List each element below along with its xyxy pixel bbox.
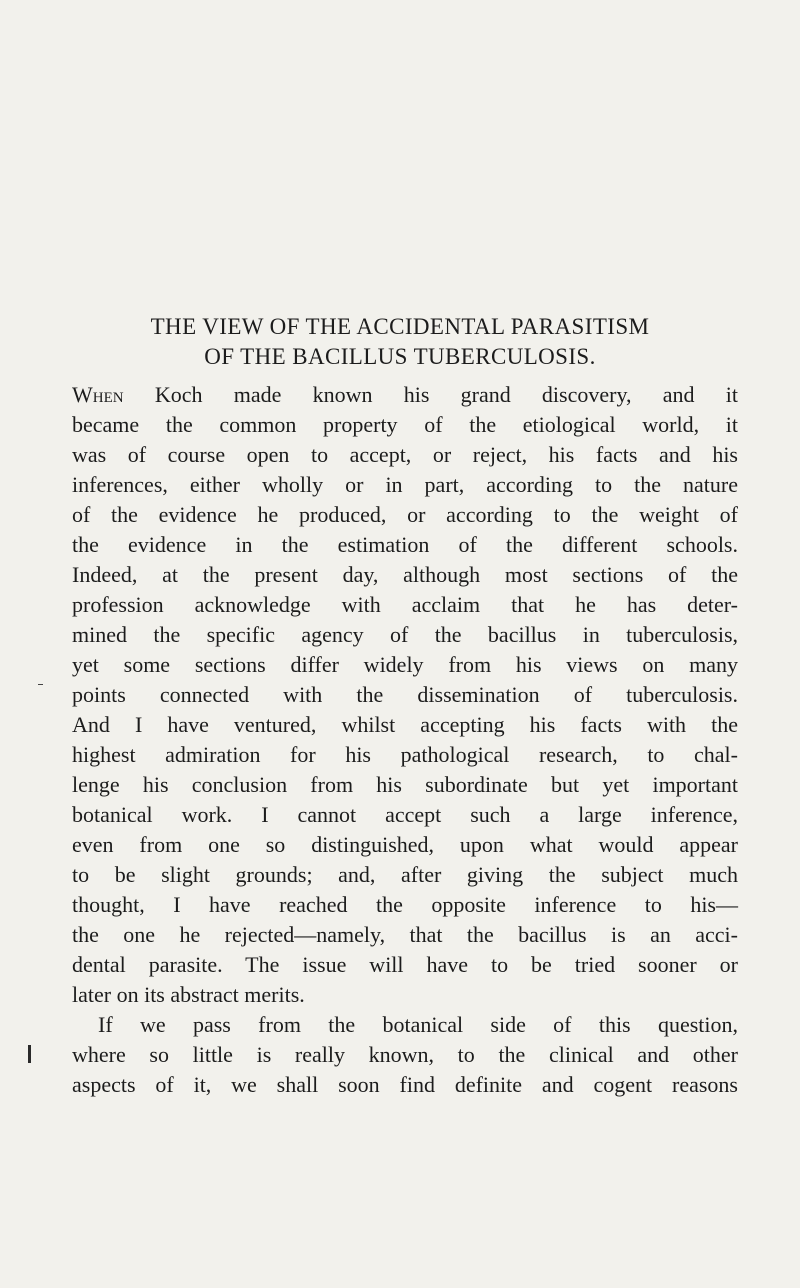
body-line-1-text: Koch made known his grand discovery, and it: [123, 382, 738, 407]
body-line-9: mined the specific agency of the bacillus in tuberculosis,: [72, 622, 738, 647]
body-line-21: later on its abstract merits.: [72, 982, 305, 1007]
body-line-22: If we pass from the botanical side of this question,: [98, 1012, 738, 1037]
chapter-title-line-2: OF THE BACILLUS TUBERCULOSIS.: [204, 344, 596, 369]
body-line-11: points connected with the dissemination of tuberculosis.: [72, 682, 738, 707]
body-line-2: became the common property of the etiological world, it: [72, 412, 738, 437]
body-line-7: Indeed, at the present day, although most sections of the: [72, 562, 738, 587]
body-line-8: profession acknowledge with acclaim that he has deter-: [72, 592, 738, 617]
body-line-20: dental parasite. The issue will have to be tried sooner or: [72, 952, 738, 977]
body-line-13: highest admiration for his pathological research, to chal-: [72, 742, 738, 767]
body-line-16: even from one so distinguished, upon what would appear: [72, 832, 738, 857]
body-line-4: inferences, either wholly or in part, according to the nature: [72, 472, 738, 497]
body-line-5: of the evidence he produced, or according to the weight of: [72, 502, 738, 527]
body-line-3: was of course open to accept, or reject, his facts and his: [72, 442, 738, 467]
body-line-12: And I have ventured, whilst accepting his facts with the: [72, 712, 738, 737]
body-line-24: aspects of it, we shall soon find definite and cogent reasons: [72, 1072, 738, 1097]
margin-tick-mark: [38, 684, 43, 685]
margin-edge-mark: [28, 1045, 31, 1063]
body-line-18: thought, I have reached the opposite inference to his—: [72, 892, 738, 917]
body-line-14: lenge his conclusion from his subordinate but yet important: [72, 772, 738, 797]
body-line-6: the evidence in the estimation of the different schools.: [72, 532, 738, 557]
body-line-15: botanical work. I cannot accept such a large inference,: [72, 802, 738, 827]
chapter-title-line-1: THE VIEW OF THE ACCIDENTAL PARASITISM: [150, 314, 650, 339]
body-line-10: yet some sections differ widely from his views on many: [72, 652, 738, 677]
body-line-1: [72, 380, 738, 410]
body-line-19: the one he rejected—namely, that the bacillus is an acci-: [72, 922, 738, 947]
opening-word: When: [72, 382, 124, 407]
body-line-17: to be slight grounds; and, after giving the subject much: [72, 862, 738, 887]
body-line-23: where so little is really known, to the clinical and other: [72, 1042, 738, 1067]
